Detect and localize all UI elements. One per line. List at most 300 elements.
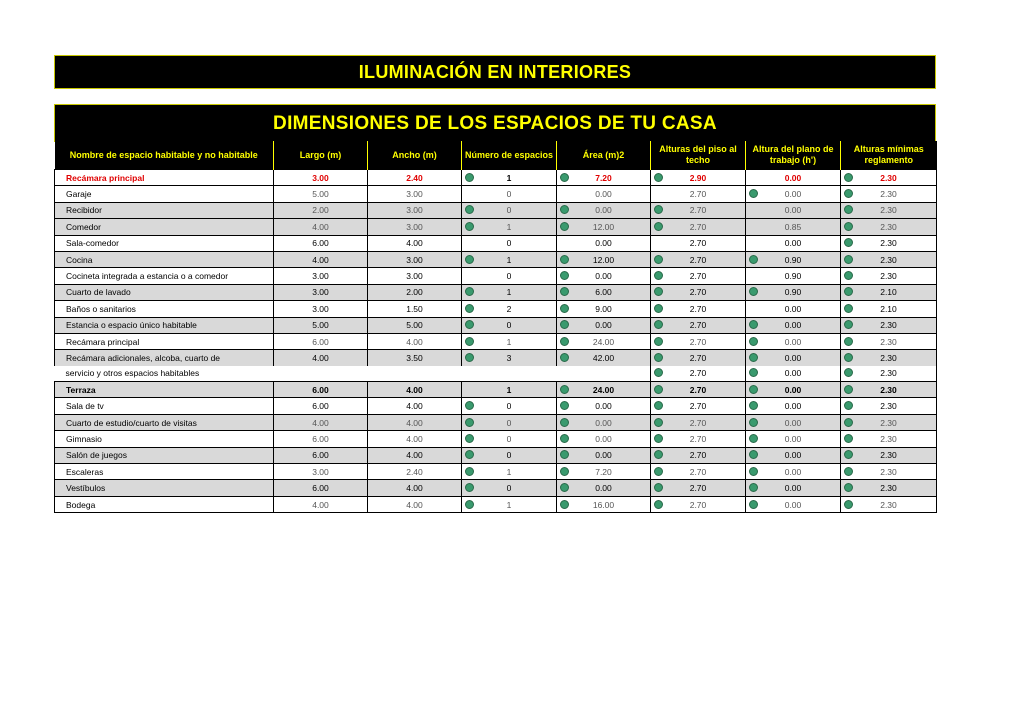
cell-techo (651, 202, 746, 218)
green-circle-indicator-icon (560, 450, 569, 459)
cell-techo (651, 350, 746, 366)
cell-plano (746, 496, 841, 512)
cell-value: 4.00 (406, 336, 423, 347)
green-circle-indicator-icon (749, 337, 758, 346)
green-circle-indicator-icon (560, 255, 569, 264)
cell-value: Baños o sanitarios (66, 303, 136, 314)
header-alturas-minimas: Alturas mínimas reglamento (841, 141, 937, 170)
green-circle-indicator-icon (560, 222, 569, 231)
green-circle-indicator-icon (654, 483, 663, 492)
green-circle-indicator-icon (844, 189, 853, 198)
cell-value: 0.00 (784, 417, 802, 428)
cell-value: 2.30 (880, 433, 897, 444)
cell-value: 2.70 (689, 336, 707, 347)
table-row (55, 301, 937, 317)
cell-value: 0.00 (595, 417, 612, 428)
cell-value: 2.70 (689, 352, 707, 363)
cell-techo (651, 170, 746, 186)
cell-value: 0.00 (595, 271, 612, 282)
cell-value: 1 (506, 287, 512, 298)
cell-value: 2.70 (689, 384, 707, 395)
cell-techo (651, 496, 746, 512)
green-circle-indicator-icon (749, 401, 758, 410)
green-circle-indicator-icon (560, 483, 569, 492)
cell-ancho (368, 235, 462, 251)
cell-value: Recámara adicionales, alcoba, cuarto de (66, 352, 221, 363)
cell-value: servicio y otros espacios habitables (65, 368, 200, 379)
green-circle-indicator-icon (560, 467, 569, 476)
green-circle-indicator-icon (844, 450, 853, 459)
cell-techo (651, 235, 746, 251)
cell-minimas (841, 251, 937, 267)
cell-techo (651, 251, 746, 267)
cell-largo (274, 464, 368, 480)
cell-value: 0 (506, 238, 512, 249)
cell-techo (651, 366, 746, 382)
cell-plano (746, 431, 841, 447)
green-circle-indicator-icon (844, 353, 853, 362)
cell-value: 0.00 (595, 483, 612, 494)
cell-largo (274, 398, 368, 414)
cell-value: 0.90 (784, 254, 802, 265)
cell-name (55, 480, 274, 496)
green-circle-indicator-icon (749, 483, 758, 492)
cell-value: Cuarto de lavado (66, 287, 131, 298)
cell-plano (746, 464, 841, 480)
cell-ancho (368, 301, 462, 317)
cell-name (55, 398, 274, 414)
cell-value: 4.00 (406, 499, 423, 510)
green-circle-indicator-icon (465, 173, 474, 182)
cell-value: 0.00 (784, 172, 802, 183)
cell-value: 0 (506, 320, 512, 331)
cell-largo (274, 382, 368, 398)
green-circle-indicator-icon (844, 271, 853, 280)
cell-value: 4.00 (312, 221, 329, 232)
cell-value: Gimnasio (66, 433, 102, 444)
cell-value: 0.00 (784, 368, 802, 379)
cell-area (557, 496, 651, 512)
cell-value: 2.70 (689, 287, 707, 298)
green-circle-indicator-icon (654, 304, 663, 313)
cell-largo (274, 235, 368, 251)
green-circle-indicator-icon (465, 401, 474, 410)
cell-techo (651, 414, 746, 430)
cell-plano (746, 382, 841, 398)
cell-ancho (368, 398, 462, 414)
green-circle-indicator-icon (749, 287, 758, 296)
cell-minimas (841, 350, 937, 366)
green-circle-indicator-icon (465, 337, 474, 346)
table-row (55, 284, 937, 300)
cell-value: 2.30 (880, 368, 897, 379)
green-circle-indicator-icon (844, 483, 853, 492)
green-circle-indicator-icon (654, 255, 663, 264)
cell-name (55, 219, 274, 235)
cell-value: 6.00 (312, 336, 329, 347)
cell-value: 0 (506, 401, 512, 412)
cell-value: 2.30 (880, 352, 897, 363)
cell-name (55, 235, 274, 251)
cell-value: 4.00 (312, 499, 329, 510)
cell-largo (274, 219, 368, 235)
cell-minimas (841, 431, 937, 447)
green-circle-indicator-icon (749, 450, 758, 459)
cell-area (557, 186, 651, 202)
green-circle-indicator-icon (844, 467, 853, 476)
green-circle-indicator-icon (465, 353, 474, 362)
cell-ancho (368, 464, 462, 480)
cell-value: 2.30 (880, 205, 897, 216)
cell-name (55, 496, 274, 512)
cell-value: 2.70 (689, 466, 707, 477)
cell-value: 2.70 (689, 303, 707, 314)
cell-value: 4.00 (312, 417, 329, 428)
cell-value: 2.70 (689, 189, 707, 200)
cell-area (557, 284, 651, 300)
cell-espacios (462, 235, 557, 251)
green-circle-indicator-icon (844, 500, 853, 509)
cell-plano (746, 219, 841, 235)
cell-value: 2.70 (689, 450, 707, 461)
cell-value: 4.00 (406, 401, 423, 412)
page-title: ILUMINACIÓN EN INTERIORES (54, 55, 936, 89)
cell-value: 6.00 (312, 483, 329, 494)
cell-techo (651, 447, 746, 463)
cell-value: 4.00 (406, 417, 423, 428)
cell-name (55, 170, 274, 186)
cell-minimas (841, 301, 937, 317)
cell-name (55, 284, 274, 300)
green-circle-indicator-icon (560, 500, 569, 509)
cell-plano (746, 480, 841, 496)
cell-value: 0.00 (784, 401, 802, 412)
cell-value: 0.00 (784, 450, 802, 461)
cell-area (557, 301, 651, 317)
cell-value: 6.00 (312, 238, 329, 249)
cell-name (55, 366, 274, 382)
cell-techo (651, 284, 746, 300)
cell-value: 0.00 (595, 450, 612, 461)
table-row (55, 480, 937, 496)
green-circle-indicator-icon (654, 205, 663, 214)
green-circle-indicator-icon (654, 401, 663, 410)
cell-value: 1 (506, 499, 512, 510)
cell-minimas (841, 480, 937, 496)
cell-value: 3.00 (312, 466, 329, 477)
cell-value: 4.00 (312, 254, 329, 265)
cell-value: 4.00 (406, 483, 423, 494)
cell-espacios (462, 414, 557, 430)
cell-value: 0.90 (784, 271, 802, 282)
cell-techo (651, 333, 746, 349)
cell-espacios (462, 251, 557, 267)
cell-value: 0.85 (784, 221, 802, 232)
cell-espacios (462, 170, 557, 186)
cell-ancho (368, 382, 462, 398)
cell-value: Cocineta integrada a estancia o a comedor (66, 271, 229, 282)
cell-value: 2.70 (689, 271, 707, 282)
cell-techo (651, 398, 746, 414)
cell-value: 0 (506, 417, 512, 428)
cell-ancho (368, 170, 462, 186)
green-circle-indicator-icon (560, 434, 569, 443)
cell-value: 0.00 (784, 303, 802, 314)
cell-value: 2.30 (880, 466, 897, 477)
cell-name (55, 464, 274, 480)
cell-value: 0.00 (784, 238, 802, 249)
green-circle-indicator-icon (844, 222, 853, 231)
cell-largo (274, 301, 368, 317)
cell-espacios (462, 382, 557, 398)
cell-value: 2.70 (689, 433, 707, 444)
cell-minimas (841, 366, 937, 382)
cell-area (557, 268, 651, 284)
cell-plano (746, 447, 841, 463)
cell-plano (746, 398, 841, 414)
cell-value: 0.00 (784, 466, 802, 477)
cell-value: 3.00 (406, 271, 423, 282)
cell-value: 1 (506, 254, 512, 265)
cell-value: 42.00 (592, 352, 615, 363)
green-circle-indicator-icon (844, 385, 853, 394)
green-circle-indicator-icon (654, 450, 663, 459)
cell-ancho (368, 366, 462, 382)
cell-value: 3.00 (312, 303, 329, 314)
cell-minimas (841, 284, 937, 300)
cell-largo (274, 366, 368, 382)
cell-plano (746, 350, 841, 366)
green-circle-indicator-icon (654, 385, 663, 394)
cell-area (557, 202, 651, 218)
cell-name (55, 251, 274, 267)
table-row (55, 219, 937, 235)
cell-value: 0.00 (784, 433, 802, 444)
cell-plano (746, 268, 841, 284)
green-circle-indicator-icon (654, 222, 663, 231)
cell-value: 2.70 (689, 205, 707, 216)
green-circle-indicator-icon (465, 500, 474, 509)
cell-value: 6.00 (312, 401, 329, 412)
cell-value: 3.00 (406, 254, 423, 265)
green-circle-indicator-icon (654, 418, 663, 427)
cell-name (55, 202, 274, 218)
cell-espacios (462, 398, 557, 414)
cell-value: 3.50 (406, 352, 423, 363)
cell-value: 2.70 (689, 238, 707, 249)
green-circle-indicator-icon (560, 337, 569, 346)
cell-value: 5.00 (312, 320, 329, 331)
cell-value: Bodega (66, 499, 96, 510)
cell-value: 3.00 (312, 287, 329, 298)
cell-value: 4.00 (406, 450, 423, 461)
green-circle-indicator-icon (749, 434, 758, 443)
cell-value: 9.00 (595, 303, 612, 314)
cell-value: 0.00 (784, 205, 802, 216)
cell-value: 12.00 (592, 221, 615, 232)
cell-value: 0.00 (595, 238, 612, 249)
green-circle-indicator-icon (844, 287, 853, 296)
cell-name (55, 431, 274, 447)
cell-value: 0.00 (595, 320, 612, 331)
green-circle-indicator-icon (749, 189, 758, 198)
cell-value: 2.30 (880, 172, 897, 183)
table-row (55, 186, 937, 202)
cell-value: Garaje (66, 189, 92, 200)
cell-value: 2.70 (689, 368, 707, 379)
cell-value: Salón de juegos (66, 450, 127, 461)
green-circle-indicator-icon (844, 434, 853, 443)
cell-value: 2.30 (880, 189, 897, 200)
cell-value: 3 (506, 352, 512, 363)
cell-largo (274, 480, 368, 496)
cell-area (557, 382, 651, 398)
cell-largo (274, 170, 368, 186)
cell-value: Estancia o espacio único habitable (66, 320, 197, 331)
cell-value: 1 (506, 466, 512, 477)
cell-value: 7.20 (595, 172, 612, 183)
cell-value: 2.30 (880, 221, 897, 232)
cell-value: 2.10 (880, 303, 897, 314)
cell-espacios (462, 480, 557, 496)
green-circle-indicator-icon (844, 320, 853, 329)
cell-value: 3.00 (406, 189, 423, 200)
cell-largo (274, 317, 368, 333)
green-circle-indicator-icon (749, 368, 758, 377)
cell-minimas (841, 496, 937, 512)
cell-name (55, 350, 274, 366)
cell-largo (274, 186, 368, 202)
cell-area (557, 480, 651, 496)
table-row (55, 170, 937, 186)
cell-value: 2.00 (406, 287, 423, 298)
header-ancho: Ancho (m) (368, 141, 462, 170)
table-row (55, 464, 937, 480)
cell-value: 0.00 (784, 320, 802, 331)
green-circle-indicator-icon (749, 353, 758, 362)
cell-minimas (841, 447, 937, 463)
green-circle-indicator-icon (560, 205, 569, 214)
cell-value: 3.00 (406, 221, 423, 232)
green-circle-indicator-icon (654, 500, 663, 509)
cell-techo (651, 301, 746, 317)
green-circle-indicator-icon (654, 337, 663, 346)
green-circle-indicator-icon (560, 320, 569, 329)
green-circle-indicator-icon (749, 255, 758, 264)
cell-value: 24.00 (592, 384, 615, 395)
cell-value: 2.00 (312, 205, 329, 216)
cell-espacios (462, 496, 557, 512)
cell-ancho (368, 251, 462, 267)
cell-largo (274, 496, 368, 512)
cell-value: 16.00 (592, 499, 615, 510)
green-circle-indicator-icon (560, 271, 569, 280)
green-circle-indicator-icon (465, 450, 474, 459)
cell-minimas (841, 170, 937, 186)
green-circle-indicator-icon (844, 401, 853, 410)
green-circle-indicator-icon (465, 483, 474, 492)
cell-plano (746, 301, 841, 317)
cell-value: 2.30 (880, 254, 897, 265)
cell-area (557, 219, 651, 235)
table-header-row (55, 141, 937, 170)
cell-espacios (462, 447, 557, 463)
green-circle-indicator-icon (749, 385, 758, 394)
cell-minimas (841, 333, 937, 349)
green-circle-indicator-icon (844, 238, 853, 247)
cell-minimas (841, 414, 937, 430)
cell-minimas (841, 202, 937, 218)
cell-value: 0.00 (784, 352, 802, 363)
table-row (55, 251, 937, 267)
cell-espacios (462, 202, 557, 218)
cell-value: 2.30 (880, 336, 897, 347)
header-numero-espacios: Número de espacios (462, 141, 557, 170)
cell-minimas (841, 398, 937, 414)
cell-value: 1 (506, 172, 512, 183)
header-area: Área (m)2 (557, 141, 651, 170)
cell-value: Vestíbulos (66, 483, 106, 494)
cell-plano (746, 333, 841, 349)
cell-plano (746, 414, 841, 430)
cell-value: 2.70 (689, 483, 707, 494)
cell-value: 12.00 (592, 254, 615, 265)
green-circle-indicator-icon (465, 222, 474, 231)
cell-value: 0.00 (784, 384, 802, 395)
cell-area (557, 464, 651, 480)
cell-largo (274, 251, 368, 267)
cell-value: 2.40 (406, 172, 423, 183)
cell-minimas (841, 219, 937, 235)
cell-name (55, 382, 274, 398)
table-row (55, 268, 937, 284)
cell-value: 2.30 (880, 271, 897, 282)
green-circle-indicator-icon (654, 320, 663, 329)
cell-ancho (368, 333, 462, 349)
cell-techo (651, 382, 746, 398)
cell-value: 4.00 (312, 352, 329, 363)
header-nombre: Nombre de espacio habitable y no habitable (55, 141, 274, 170)
cell-value: 7.20 (595, 466, 612, 477)
cell-area (557, 366, 651, 382)
green-circle-indicator-icon (654, 467, 663, 476)
cell-largo (274, 333, 368, 349)
green-circle-indicator-icon (560, 401, 569, 410)
cell-minimas (841, 186, 937, 202)
cell-value: 4.00 (406, 238, 423, 249)
section-title: DIMENSIONES DE LOS ESPACIOS DE TU CASA (54, 104, 936, 142)
cell-techo (651, 317, 746, 333)
cell-espacios (462, 333, 557, 349)
green-circle-indicator-icon (749, 418, 758, 427)
cell-name (55, 414, 274, 430)
cell-name (55, 186, 274, 202)
green-circle-indicator-icon (465, 304, 474, 313)
cell-techo (651, 219, 746, 235)
header-largo: Largo (m) (274, 141, 368, 170)
green-circle-indicator-icon (465, 418, 474, 427)
cell-value: 6.00 (312, 450, 329, 461)
table-row (55, 431, 937, 447)
cell-value: Recámara principal (66, 336, 140, 347)
cell-value: 2.30 (880, 384, 897, 395)
cell-value: 0.00 (595, 433, 612, 444)
green-circle-indicator-icon (560, 353, 569, 362)
green-circle-indicator-icon (844, 173, 853, 182)
cell-value: 2.70 (689, 499, 707, 510)
green-circle-indicator-icon (654, 271, 663, 280)
cell-minimas (841, 268, 937, 284)
